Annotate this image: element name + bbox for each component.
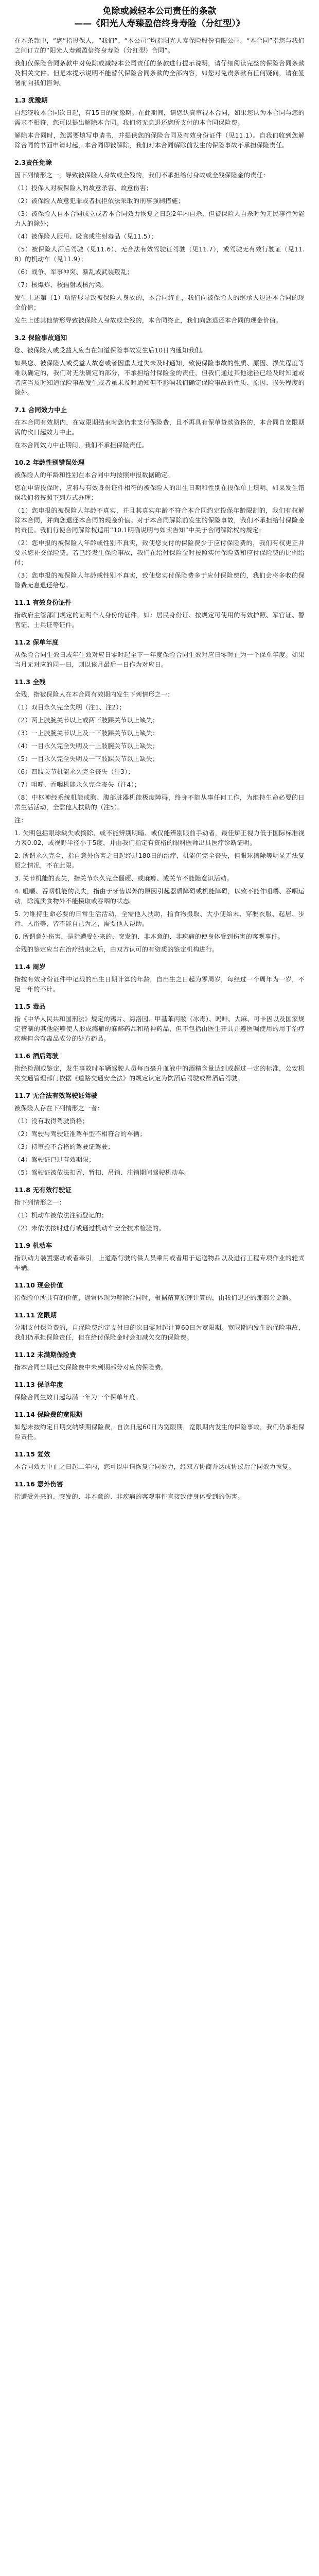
clause-heading: 11.1 有效身份证件 [14,599,72,606]
clause-paragraph: 5. 为维持生命必要的日常生活活动，全需他人扶助，指食物摄取、大小便始末、穿脱衣服、起居、步行、入浴等，皆不能自己为之，需要他人帮助。 [14,910,305,927]
clause-heading: 7.1 合同效力中止 [14,406,67,414]
clause-section [14,405,305,450]
clause-paragraph: 从保险合同生效日或年生效对应日零时起至下一年度保险合同生效对应日零时止为一个保单年度。如果当月无对应的同一日，则以该月最后一日作为对应日。 [14,651,305,668]
clause-paragraph: 如果您、被保险人或受益人故意或者因重大过失未及时通知，致使保险事故的性质、原因、损失程度等难以确定的，我们对无法确定的部分，不承担给付保险金的责任，但我们通过其他途径已经及时知道或者应当及时知道保险事故发生或者虽未及时通知但不影响我们确定保险事故的性质、原因、损失程度的除外。 [14,360,305,396]
clause-heading: 11.6 酒后驾驶 [14,1052,59,1060]
clause-paragraph: 您在申请投保时，应将与有效身份证件相符的被保险人的出生日期和性别在投保单上填明，如果发生错误我们将按照下列方式办理： [14,484,305,501]
clause-paragraph: 在本合同效力中止期间，我们不承担保险责任。 [14,442,149,449]
clause-heading: 2.3责任免除 [14,159,52,166]
clause-section [14,1051,305,1083]
clause-paragraph: （6）战争、军事冲突、暴乱或武装叛乱； [14,268,133,276]
clause-paragraph: 指下列情形之一： [14,1199,66,1206]
clause-paragraph: （2）驾驶与驾驶证准驾车型不相符合的车辆； [14,1130,146,1138]
clause-paragraph: 发生上述第（1）项情形导致被保险人身故的，本合同终止，我们向被保险人的继承人退还本合同的现金价值； [14,294,305,311]
clause-paragraph: 2. 所谓永久完全，指自意外伤害之日起经过180日的治疗，机能仍完全丧失，但眼球摘除等明显无法复原之情况，不在此限。 [14,852,305,869]
clause-heading: 11.5 毒品 [14,1003,46,1010]
clause-paragraph: 本合同效力中止之日起二年内，您可以申请恢复合同效力，经双方协商并达成协议后合同效力恢复。 [14,1463,295,1470]
clause-paragraph: 如您未按约定日期交纳续期保险费，自次日起60日为宽限期，宽限期内发生的保险事故，我们仍承担保险责任。 [14,1423,305,1440]
clause-heading: 1.3 犹豫期 [14,96,48,104]
clause-paragraph: （3）一上肢腕关节以上及一下肢踝关节以上缺失； [14,730,159,737]
clause-paragraph: （5）一目永久完全失明及一下肢踝关节以上缺失； [14,755,159,762]
clause-section [14,1241,305,1273]
clause-paragraph: （7）咀嚼、吞咽机能永久完全丧失（注4）； [14,781,141,788]
clause-heading: 11.16 意外伤害 [14,1480,63,1488]
clause-heading: 11.10 现金价值 [14,1281,63,1289]
clause-section [14,1091,305,1178]
clause-paragraph: 6. 所谓意外伤害，是指遭受外来的、突发的、非本意的、非疾病的使身体受到伤害的客观事件。 [14,933,284,940]
clause-section [14,1479,305,1502]
clause-paragraph: （1）投保人对被保险人的故意杀害、故意伤害； [14,184,153,192]
clause-heading: 3.2 保险事故通知 [14,334,67,342]
clause-paragraph: 指《中华人民共和国刑法》规定的鸦片、海洛因、甲基苯丙胺（冰毒）、吗啡、大麻、可卡因以及国家规定管制的其他能够使人形成瘾癖的麻醉药品和精神药品，但不包括由医生开具并遵医嘱使用的用于治疗疾病但含有毒品成分的处方药品。 [14,1015,305,1042]
clause-paragraph: （8）中枢神经系统机能或胸、腹部脏器机能极度障碍，终身不能从事任何工作，为维持生命必要的日常生活活动，全需他人扶助的（注5）。 [14,794,305,811]
clause-heading: 11.12 未满期保险费 [14,1351,76,1359]
intro-paragraph: 我们仅保险合同条款中对免除或减轻本公司责任的条款进行提示说明，请仔细阅读完整的保险合同条款及相关文件。但是本提示说明不能替代保险合同条款的全部内容，如您对免责条款有任何疑问，请在签署前向我们咨询。 [14,60,305,87]
clause-paragraph: （4）被保险人服用、吸食或注射毒品（见11.5）； [14,233,157,240]
clause-paragraph: （2）您申报的被保险人年龄或性别不真实，致使您支付的保险费少于应付保险费的，我们有权更正并要求您补交保险费。若已经发生保险事故，我们在给付保险金时按照实付保险费和应付保险费的比例给付； [14,539,305,566]
clause-paragraph: （5）驾驶证被依法扣留、暂扣、吊销、注销期间驾驶机动车。 [14,1169,191,1176]
clause-paragraph: （2）被保险人故意犯罪或者抗拒依法采取的刑事强制措施； [14,197,185,205]
clause-paragraph: 指遭受外来的、突发的、非本意的、非疾病的客观事件直接致使身体受到的伤害。 [14,1493,244,1500]
document-page [0,5,319,1520]
clause-section [14,1410,305,1442]
title-line-1: 免除或减轻本公司责任的条款 [102,6,217,16]
clauses-body [14,95,305,1502]
intro-block [14,36,305,88]
clause-paragraph: 3. 关节机能的丧失，指关节永久完全僵硬、或麻痹、或关节不能随意识活动。 [14,875,233,882]
clause-paragraph: （2）两上肢腕关节以上或两下肢踝关节以上缺失； [14,717,159,724]
clause-paragraph: （2）未依法按时进行或通过机动车安全技术检验的。 [14,1225,165,1232]
clause-paragraph: 发生上述其他情形导致被保险人身故或全残的，本合同终止，我们向您退还本合同的现金价值。 [14,317,282,324]
intro-paragraph: 在本条款中，“您”指投保人，“我们”、“本公司”均指阳光人寿保险股份有限公司。“本合同”指您与我们之间订立的“阳光人寿臻盈倍终身寿险（分红型）合同”。 [14,37,305,54]
clause-section [14,1350,305,1372]
clause-paragraph: （4）驾驶证已过有效期限； [14,1156,95,1163]
clause-section [14,1310,305,1343]
clause-paragraph: （7）核爆炸、核辐射或核污染。 [14,281,108,289]
clause-section [14,158,305,326]
clause-paragraph: （1）您申报的被保险人年龄不真实，并且其真实年龄不符合本合同约定投保年龄限制的，我们有权解除本合同，并向您退还本合同的现金价值。对于本合同解除前发生的保险事故，我们不承担给付保险金的责任。我们行使合同解除权适用“10.1明确说明与如实告知”中关于合同解除权的规定； [14,507,305,534]
clause-paragraph: 指经检测或鉴定，发生事故时车辆驾驶人员每百毫升血液中的酒精含量达到或超过一定的标准，公安机关交通管理部门依据《道路交通安全法》的规定认定为饮酒后驾驶或醉酒后驾驶。 [14,1065,305,1082]
clause-heading: 11.13 保单年度 [14,1381,63,1388]
clause-heading: 11.9 机动车 [14,1242,52,1249]
clause-paragraph: 指按有效身份证件中记载的出生日期计算的年龄，自出生之日起为零周岁，每经过一个周年为一岁，不足一年的不计。 [14,976,305,993]
clause-heading: 10.2 年龄性别错误处理 [14,459,85,466]
clause-paragraph: （3）被保险人自本合同成立或者本合同效力恢复之日起2年内自杀，但被保险人自杀时为无民事行为能力人的除外； [14,210,305,227]
clause-heading: 11.2 保单年度 [14,638,59,646]
clause-section [14,598,305,630]
clause-section [14,677,305,955]
clause-paragraph: 4. 咀嚼、吞咽机能的丧失，指由于牙齿以外的原因引起器质障碍或机能障碍，以致不能作咀嚼、吞咽运动，除流质食物外不能摄取或吞咽的状态。 [14,888,305,905]
clause-paragraph: （5）被保险人酒后驾驶（见11.6）、无合法有效驾驶证驾驶（见11.7），或驾驶无有效行驶证（见11.8）的机动车（见11.9）； [14,246,305,263]
clause-paragraph: 被保险人存在下列情形之一者： [14,1105,104,1112]
clause-paragraph: （3）您申报的被保险人年龄或性别不真实，致使您实付保险费多于应付保险费的，我们会将多收的保险费无息退还给您。 [14,572,305,589]
clause-paragraph: （3）持审验不合格的驾驶证驾驶； [14,1143,114,1150]
clause-paragraph: 您、被保险人或受益人应当在知道保险事故发生后10日内通知我们。 [14,347,208,354]
clause-paragraph: 注： [14,817,27,824]
clause-section [14,1380,305,1402]
clause-paragraph: 解除本合同时，您需要填写申请书，并提供您的保险合同及有效身份证件（见11.1）。自我们收到您解除合同的书面申请时起，本合同即被解除，我们对本合同解除前发生的保险事故不承担保险责任。 [14,132,305,149]
clause-section [14,637,305,670]
clause-paragraph: 指本合同当期已交保险费中未到期部分对应的保险费。 [14,1364,168,1371]
clause-heading: 11.7 无合法有效驾驶证驾驶 [14,1092,98,1099]
clause-paragraph: 指保险单所具有的价值，通常体现为解除合同时，根据精算原理计算的，由我们退还的那部分金额。 [14,1294,295,1301]
clause-paragraph: （1）机动车被依法注销登记的； [14,1212,108,1219]
clause-section [14,95,305,150]
clause-section [14,1185,305,1233]
clause-paragraph: 自您签收本合同次日起，有15日的犹豫期。在此期间，请您认真审视本合同，如果您认为本合同与您的需求不相符，您可以提出解除本合同。我们将无息退还您所支付的本合同保险费。 [14,109,305,126]
clause-section [14,962,305,994]
clause-heading: 11.3 全残 [14,678,46,686]
clause-heading: 11.14 保险费的宽限期 [14,1411,83,1418]
clause-paragraph: （6）四肢关节机能永久完全丧失（注3）； [14,768,134,775]
clause-paragraph: 1. 失明包括眼球缺失或摘除、或不能辨别明暗、或仅能辨别眼前手动者，最佳矫正视力低于国际标准视力表0.02，或视野半径小于5度，并由我们指定有资格的眼科医师出具医疗诊断证明。 [14,829,305,846]
clause-heading: 11.15 复效 [14,1450,50,1458]
clause-paragraph: 分期支付保险费的，自保险费约定支付日的次日零时起计算60日为宽限期。宽限期内发生的保险事故，我们仍承担保险责任，但在给付保险金时会扣减欠交的保险费。 [14,1324,305,1341]
clause-paragraph: 在本合同有效期内，在宽限期结束时您仍未支付保险费，且不再具有保单贷款资格的，本合同自宽限期满的次日起效力中止。 [14,419,305,436]
clause-paragraph: （1）没有取得驾驶资格； [14,1117,89,1125]
clause-heading: 11.8 无有效行驶证 [14,1186,72,1194]
clause-paragraph: 因下列情形之一，导致被保险人身故或全残的，我们不承担给付身故或全残保险金的责任： [14,172,270,179]
clause-section [14,1449,305,1472]
clause-paragraph: 全残，指被保险人在本合同有效期内发生下列情形之一： [14,691,174,698]
clause-paragraph: 保险合同生效日起每满一年为一个保单年度。 [14,1394,142,1401]
clause-paragraph: （1）双目永久完全失明（注1、注2）； [14,704,126,711]
clause-section [14,333,305,398]
document-title [14,5,305,30]
clause-section [14,1002,305,1044]
title-line-2: ——《阳光人寿臻盈倍终身寿险（分红型）》 [74,19,245,29]
clause-section [14,457,305,590]
clause-paragraph: 被保险人的年龄和性别在本合同中均按照申报数据确定。 [14,471,174,479]
clause-paragraph: 指政府主管部门规定的证明个人身份的证件，如：居民身份证、按规定可使用的有效护照、军官证、警官证、士兵证等证件。 [14,612,305,629]
clause-heading: 11.11 宽限期 [14,1311,57,1319]
clause-paragraph: 指以动力装置驱动或者牵引，上道路行驶的供人员乘用或者用于运送物品以及进行工程专项作业的轮式车辆。 [14,1255,305,1272]
clause-paragraph: 全残的鉴定应当在治疗结束之后，由双方认可的有资质的鉴定机构进行。 [14,946,219,953]
clause-paragraph: （4）一目永久完全失明及一上肢腕关节以上缺失； [14,742,159,750]
clause-heading: 11.4 周岁 [14,963,46,971]
clause-section [14,1280,305,1303]
